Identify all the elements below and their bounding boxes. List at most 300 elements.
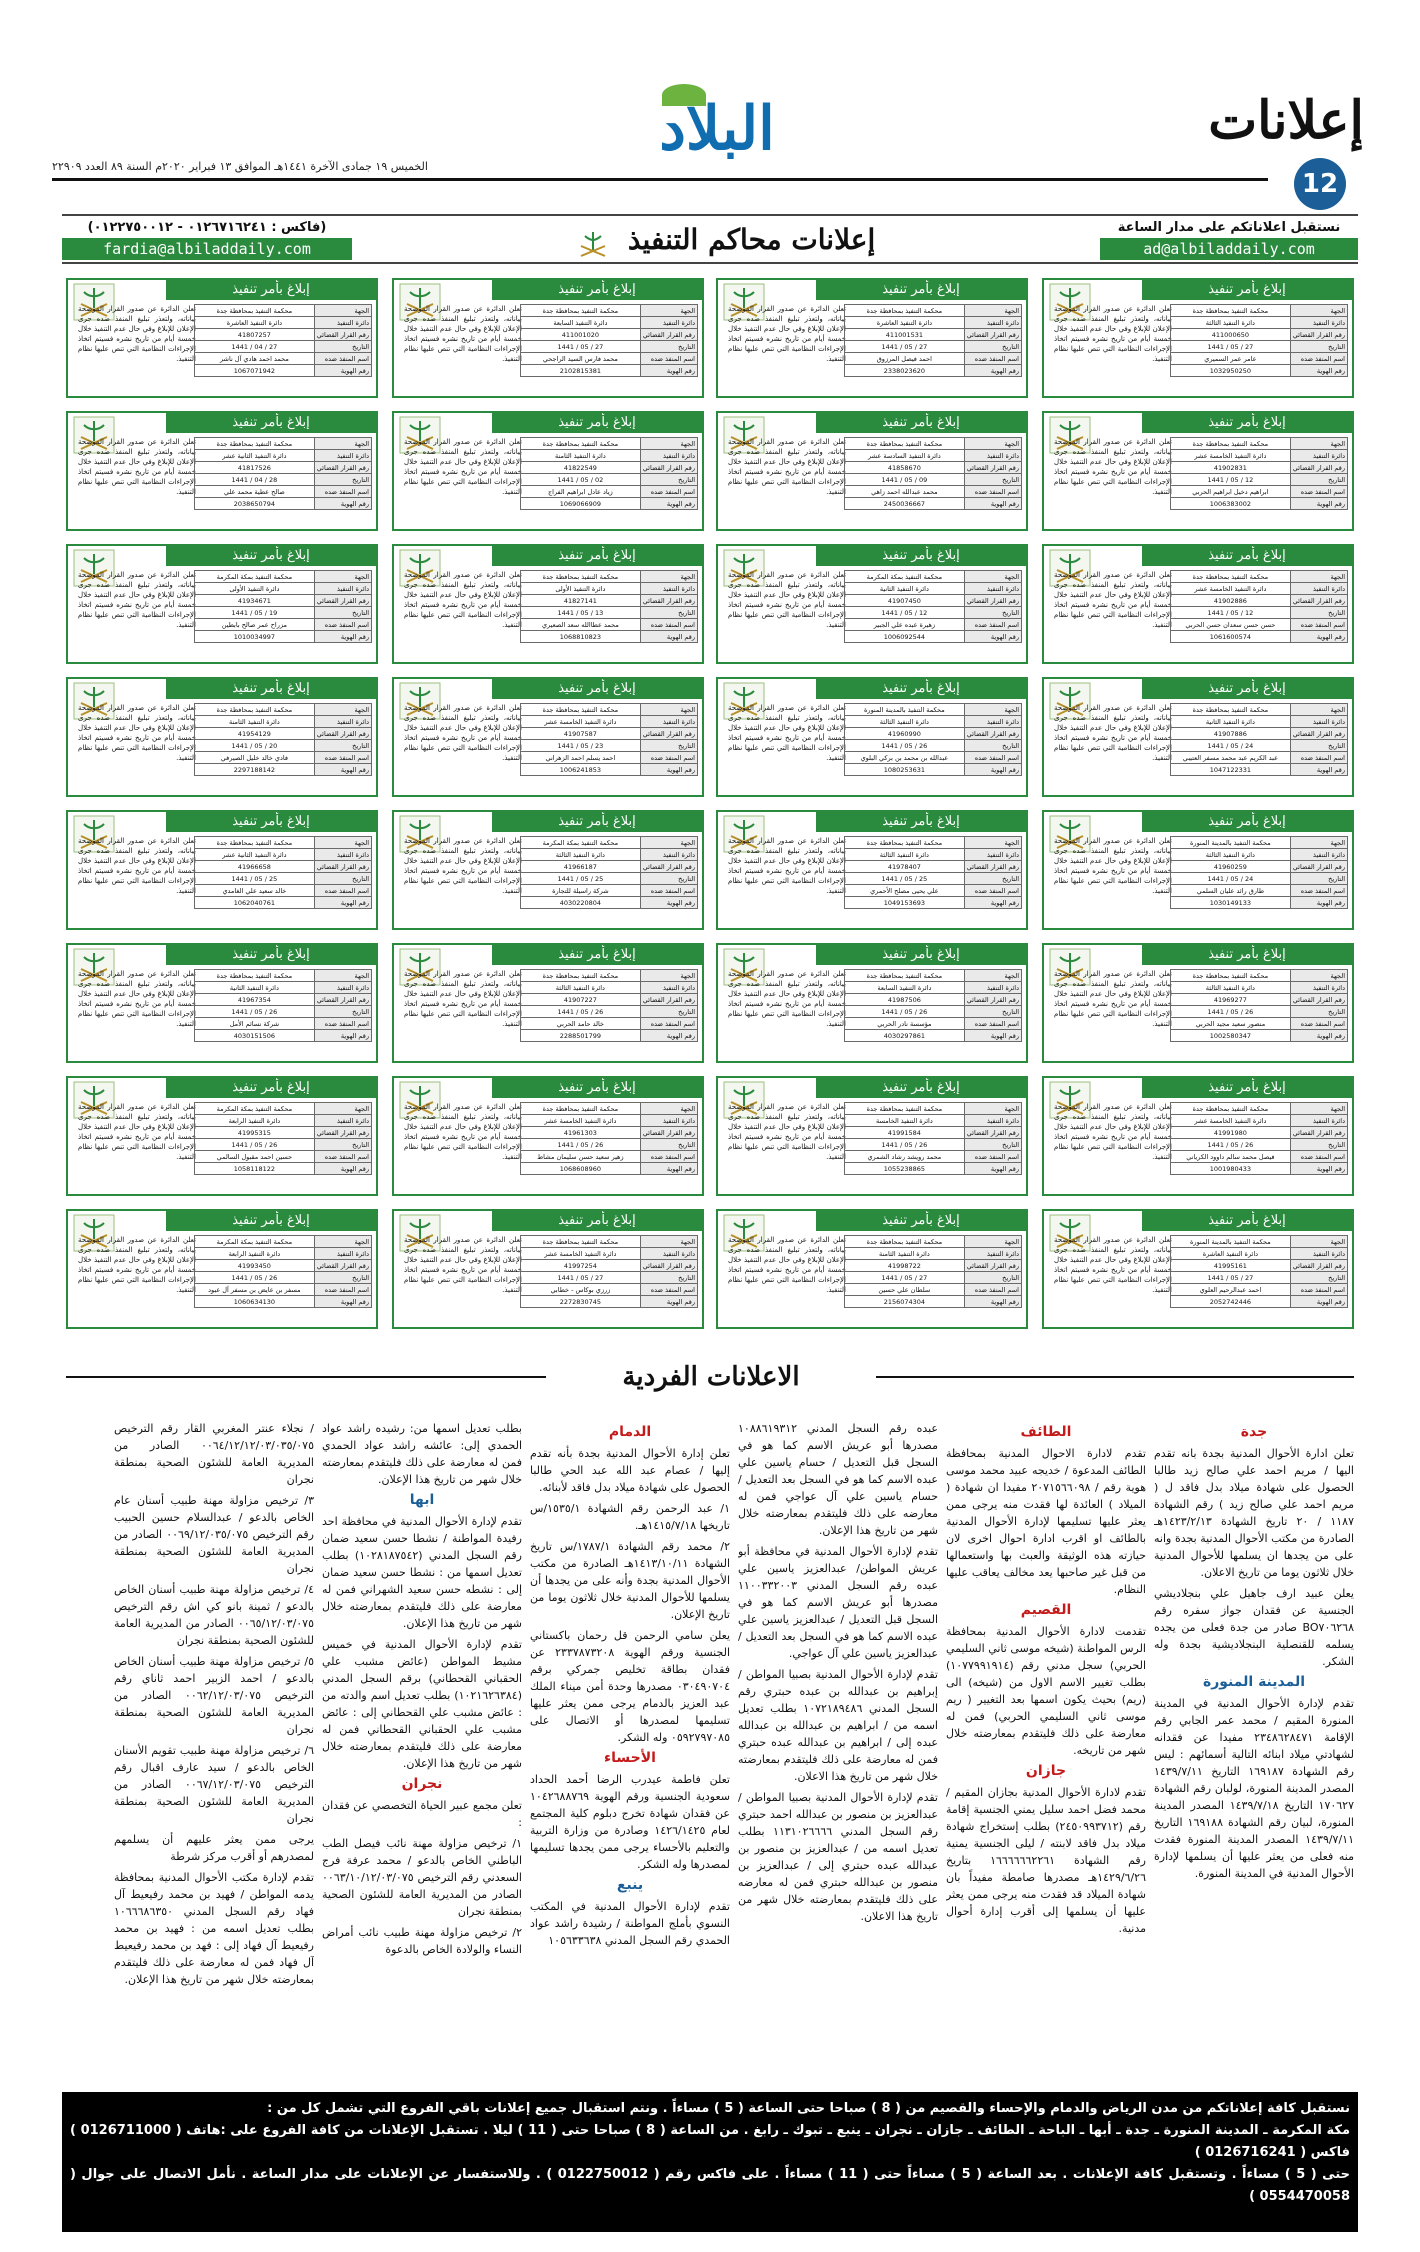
fax-numbers: (فاكس : ٠١٢٦٧١٦٢٤١ - ٠١٢٢٧٥٠٠١٢) bbox=[87, 220, 327, 235]
card-heading: إبلاغ بأمر تنفيذ bbox=[1142, 413, 1352, 433]
card-heading: إبلاغ بأمر تنفيذ bbox=[166, 546, 376, 566]
card-detail-row bbox=[1171, 764, 1348, 776]
card-detail-row bbox=[845, 607, 1022, 619]
newspaper-logo[interactable] bbox=[632, 84, 802, 170]
card-detail-value: محمد عطاالله سعد الصعيري bbox=[521, 619, 641, 631]
card-detail-value: دائرة التنفيذ الأولى bbox=[195, 583, 315, 595]
card-detail-value: محكمة التنفيذ بالمدينة المنورة bbox=[1171, 1236, 1291, 1248]
card-detail-label: اسم المنفذ ضده bbox=[1290, 752, 1347, 764]
card-detail-value: محكمة التنفيذ بمحافظة جدة bbox=[521, 305, 641, 317]
execution-notice-card[interactable] bbox=[392, 411, 704, 531]
execution-notice-card[interactable] bbox=[66, 411, 378, 531]
card-detail-value: 1032950250 bbox=[1171, 365, 1291, 377]
card-detail-label: رقم الهوية bbox=[640, 764, 697, 776]
card-detail-row bbox=[1171, 571, 1348, 583]
execution-notice-card[interactable] bbox=[1042, 943, 1354, 1063]
card-details-table bbox=[194, 304, 372, 377]
card-detail-value: 25 / 05 / 1441 bbox=[195, 873, 315, 885]
card-detail-label: رقم الهوية bbox=[1290, 365, 1347, 377]
card-detail-row bbox=[1171, 1151, 1348, 1163]
card-detail-value: حسين احمد مقبول السالمي bbox=[195, 1151, 315, 1163]
card-detail-row bbox=[195, 341, 372, 353]
card-detail-label: رقم القرار القضائي bbox=[1290, 728, 1347, 740]
execution-notice-card[interactable] bbox=[1042, 677, 1354, 797]
card-detail-value: 1068608960 bbox=[521, 1163, 641, 1175]
card-detail-label: رقم الهوية bbox=[964, 631, 1021, 643]
card-detail-value: محكمة التنفيذ بمحافظة جدة bbox=[195, 305, 315, 317]
card-detail-value: 26 / 05 / 1441 bbox=[845, 740, 965, 752]
card-heading: إبلاغ بأمر تنفيذ bbox=[1142, 280, 1352, 300]
card-detail-label: رقم القرار القضائي bbox=[964, 462, 1021, 474]
card-detail-label: دائرة التنفيذ bbox=[314, 1248, 371, 1260]
execution-notice-card[interactable] bbox=[1042, 278, 1354, 398]
execution-notice-card[interactable] bbox=[392, 278, 704, 398]
card-body-text: تعلن الدائرة عن صدور القرار الموضحة بياناته، ولتعذر تبليغ المنفذ ضده جرى الإعلان للإبلاغ وفي حال عدم التنفيذ خلال خمسة أيام من تاريخ نشره فسيتم اتخاذ الإجراءات النظامية التي تنص عليها نظام التنفيذ. bbox=[404, 571, 522, 629]
execution-notice-card[interactable] bbox=[716, 411, 1028, 531]
execution-notice-card[interactable] bbox=[392, 677, 704, 797]
card-detail-value: 12 / 05 / 1441 bbox=[1171, 474, 1291, 486]
card-detail-label: دائرة التنفيذ bbox=[640, 982, 697, 994]
card-detail-label: اسم المنفذ ضده bbox=[964, 353, 1021, 365]
header-rule bbox=[52, 178, 1268, 181]
footer-line: مكة المكرمة ـ المدينة المنورة ـ جدة ـ أبها ـ الباحة ـ الطائف ـ جازان ـ نجران ـ ينبع ـ تبوك ـ رابغ . من الساعة ( 8 ) صباحا حتى ( 11 ) ليلا . تستقبل الإعلانات من كافة الفروع على :هاتف ( 0126711000 ) فاكس ( 0126716241 ) bbox=[70, 2123, 1351, 2160]
card-detail-label: الجهة bbox=[314, 571, 371, 583]
card-detail-value: زرزي بوكاس - خطابي bbox=[521, 1284, 641, 1296]
classified-ad-item: تعلن إدارة الأحوال المدنية بجدة بأنه تقدم إليها / عصام عبد الله عبد الحي طالبا الحصول على شهادة ميلاد بدل فاقد لأبنائه. bbox=[530, 1447, 730, 1494]
card-detail-row bbox=[845, 1296, 1022, 1308]
footer-info-bar bbox=[62, 2092, 1358, 2232]
execution-notice-card[interactable] bbox=[66, 544, 378, 664]
card-detail-row bbox=[521, 1163, 698, 1175]
classified-ad-item: ٦/ ترخيص مزاولة مهنة طبيب تقويم الأسنان الخاص بالدعو / سيد عارف اقبال رقم الترخيص ٠٠٦٧/١٢/٠٣/٠٧٥ الصادر من المديرية العامة للشئون الصحية بمنطقة نجران bbox=[114, 1744, 314, 1825]
card-detail-value: 28 / 04 / 1441 bbox=[195, 474, 315, 486]
card-details-table bbox=[1170, 969, 1348, 1042]
classified-column bbox=[946, 1420, 1146, 2070]
card-detail-row bbox=[195, 607, 372, 619]
execution-notice-card[interactable] bbox=[716, 1209, 1028, 1329]
execution-notice-card[interactable] bbox=[1042, 810, 1354, 930]
card-body-text: تعلن الدائرة عن صدور القرار الموضحة بياناته، ولتعذر تبليغ المنفذ ضده جرى الإعلان للإبلاغ وفي حال عدم التنفيذ خلال خمسة أيام من تاريخ نشره فسيتم اتخاذ الإجراءات النظامية التي تنص عليها نظام التنفيذ. bbox=[78, 704, 196, 762]
card-detail-row bbox=[195, 365, 372, 377]
execution-notice-card[interactable] bbox=[1042, 1209, 1354, 1329]
card-detail-label: رقم القرار القضائي bbox=[640, 861, 697, 873]
card-detail-value: محمد رويشد رشاد الشمري bbox=[845, 1151, 965, 1163]
card-detail-label: اسم المنفذ ضده bbox=[1290, 1284, 1347, 1296]
card-detail-row bbox=[195, 1260, 372, 1272]
card-detail-value: حسن حسن سعدان حسن الحربي bbox=[1171, 619, 1291, 631]
card-detail-label: الجهة bbox=[1290, 305, 1347, 317]
card-detail-row bbox=[1171, 1006, 1348, 1018]
card-detail-row bbox=[521, 1248, 698, 1260]
card-detail-value: دائرة التنفيذ السادسة عشر bbox=[845, 450, 965, 462]
card-body-text: تعلن الدائرة عن صدور القرار الموضحة بياناته، ولتعذر تبليغ المنفذ ضده جرى الإعلان للإبلاغ وفي حال عدم التنفيذ خلال خمسة أيام من تاريخ نشره فسيتم اتخاذ الإجراءات النظامية التي تنص عليها نظام التنفيذ. bbox=[1054, 970, 1172, 1028]
card-detail-row bbox=[845, 1139, 1022, 1151]
card-detail-value: محكمة التنفيذ بمحافظة جدة bbox=[195, 837, 315, 849]
classified-ad-item: ٣/ ترخيص مزاولة مهنة طبيب أسنان عام الخاص بالدعو / عبدالسلام حسين الحبيب رقم الترخيص ٠٠٦٩/١٢/٠٣٥/٠٧٥ الصادر من المديرية العامة للشئون الصحية بمنطقة نجران bbox=[114, 1494, 314, 1575]
card-detail-label: رقم القرار القضائي bbox=[314, 595, 371, 607]
execution-notice-card[interactable] bbox=[392, 544, 704, 664]
card-detail-row bbox=[521, 1272, 698, 1284]
card-detail-label: رقم الهوية bbox=[640, 365, 697, 377]
card-detail-value: 41934671 bbox=[195, 595, 315, 607]
execution-notice-card[interactable] bbox=[66, 1076, 378, 1196]
card-detail-value: محكمة التنفيذ بمحافظة جدة bbox=[1171, 305, 1291, 317]
card-detail-label: اسم المنفذ ضده bbox=[1290, 486, 1347, 498]
card-detail-value: 27 / 05 / 1441 bbox=[845, 341, 965, 353]
card-detail-label: التاريخ bbox=[1290, 341, 1347, 353]
card-detail-row bbox=[195, 716, 372, 728]
card-detail-label: التاريخ bbox=[964, 1139, 1021, 1151]
card-detail-value: محكمة التنفيذ بمحافظة جدة bbox=[1171, 571, 1291, 583]
card-detail-label: اسم المنفذ ضده bbox=[964, 619, 1021, 631]
card-detail-value: 26 / 05 / 1441 bbox=[845, 1006, 965, 1018]
card-heading: إبلاغ بأمر تنفيذ bbox=[492, 546, 702, 566]
card-detail-row bbox=[1171, 1296, 1348, 1308]
card-detail-row bbox=[845, 752, 1022, 764]
card-detail-label: رقم القرار القضائي bbox=[314, 1127, 371, 1139]
card-detail-label: رقم الهوية bbox=[314, 897, 371, 909]
execution-notice-card[interactable] bbox=[66, 677, 378, 797]
card-detail-label: التاريخ bbox=[964, 474, 1021, 486]
card-heading: إبلاغ بأمر تنفيذ bbox=[816, 812, 1026, 832]
card-detail-value: دائرة التنفيذ الثالثة bbox=[1171, 317, 1291, 329]
card-body-text: تعلن الدائرة عن صدور القرار الموضحة بياناته، ولتعذر تبليغ المنفذ ضده جرى الإعلان للإبلاغ وفي حال عدم التنفيذ خلال خمسة أيام من تاريخ نشره فسيتم اتخاذ الإجراءات النظامية التي تنص عليها نظام التنفيذ. bbox=[1054, 704, 1172, 762]
card-detail-label: التاريخ bbox=[964, 740, 1021, 752]
card-detail-value: 1062040761 bbox=[195, 897, 315, 909]
execution-notice-card[interactable] bbox=[392, 1076, 704, 1196]
card-detail-row bbox=[1171, 1248, 1348, 1260]
card-detail-row bbox=[845, 1151, 1022, 1163]
card-detail-row bbox=[195, 1296, 372, 1308]
card-detail-label: دائرة التنفيذ bbox=[1290, 849, 1347, 861]
card-detail-row bbox=[1171, 728, 1348, 740]
card-detail-row bbox=[1171, 1030, 1348, 1042]
card-detail-label: دائرة التنفيذ bbox=[314, 450, 371, 462]
card-detail-label: رقم القرار القضائي bbox=[1290, 595, 1347, 607]
card-detail-label: دائرة التنفيذ bbox=[1290, 982, 1347, 994]
execution-notice-card[interactable] bbox=[716, 278, 1028, 398]
card-detail-value: 411001020 bbox=[521, 329, 641, 341]
card-detail-label: اسم المنفذ ضده bbox=[640, 1151, 697, 1163]
card-details-table bbox=[1170, 570, 1348, 643]
card-detail-value: محكمة التنفيذ بمحافظة جدة bbox=[845, 970, 965, 982]
card-detail-value: محكمة التنفيذ بمكة المكرمة bbox=[195, 571, 315, 583]
card-details-table bbox=[194, 703, 372, 776]
card-detail-label: رقم القرار القضائي bbox=[964, 329, 1021, 341]
card-detail-value: 09 / 05 / 1441 bbox=[845, 474, 965, 486]
card-detail-row bbox=[521, 1260, 698, 1272]
execution-notice-card[interactable] bbox=[716, 943, 1028, 1063]
card-detail-value: 41907886 bbox=[1171, 728, 1291, 740]
card-details-table bbox=[844, 836, 1022, 909]
card-detail-label: التاريخ bbox=[640, 474, 697, 486]
card-detail-row bbox=[521, 474, 698, 486]
card-detail-value: محكمة التنفيذ بمكة المكرمة bbox=[195, 1236, 315, 1248]
card-details-table bbox=[520, 1102, 698, 1175]
card-detail-row bbox=[845, 1103, 1022, 1115]
card-detail-value: فيصل محمد سالم داوود الكرياني bbox=[1171, 1151, 1291, 1163]
card-detail-label: رقم الهوية bbox=[640, 631, 697, 643]
card-detail-label: الجهة bbox=[640, 438, 697, 450]
card-detail-row bbox=[195, 849, 372, 861]
card-detail-label: رقم الهوية bbox=[640, 897, 697, 909]
card-detail-value: دائرة التنفيذ الثانية عشر bbox=[195, 450, 315, 462]
card-detail-value: محكمة التنفيذ بمحافظة جدة bbox=[1171, 704, 1291, 716]
execution-notice-card[interactable] bbox=[66, 943, 378, 1063]
card-detail-value: 41907587 bbox=[521, 728, 641, 740]
city-section-title: ينبع bbox=[616, 1877, 644, 1893]
card-detail-row bbox=[195, 1115, 372, 1127]
card-detail-row bbox=[195, 982, 372, 994]
card-heading: إبلاغ بأمر تنفيذ bbox=[166, 1078, 376, 1098]
card-detail-value: 1006092544 bbox=[845, 631, 965, 643]
card-detail-label: رقم الهوية bbox=[1290, 1163, 1347, 1175]
card-detail-label: اسم المنفذ ضده bbox=[314, 1151, 371, 1163]
card-detail-value: دائرة التنفيذ الخامسة عشر bbox=[521, 716, 641, 728]
card-detail-label: اسم المنفذ ضده bbox=[964, 1151, 1021, 1163]
classified-ad-item: تعلن ادارة الأحوال المدنية بجدة بانه تقدم اليها / مريم احمد علي صالح زيد طالبا الحصول على شهادة ميلاد بدل فاقد ل ( مريم احمد علي صالح زيد ) رقم الشهادة ١١٨٧ / ٢٠ تاريخ الشهادة ١٤٢٣/٢/١٣هـ الصادرة من مكتب الأحوال المدنية بجدة وانه على من يجدها ان يسلمها للأحوال المدنية خلال ثلاثون يوما من تاريخ الاعلان. bbox=[1154, 1447, 1354, 1579]
classified-column bbox=[322, 1420, 522, 2070]
card-detail-value: محكمة التنفيذ بمكة المكرمة bbox=[521, 837, 641, 849]
card-detail-row bbox=[1171, 353, 1348, 365]
card-detail-value: 1069066909 bbox=[521, 498, 641, 510]
card-detail-label: رقم الهوية bbox=[314, 764, 371, 776]
execution-notice-card[interactable] bbox=[66, 1209, 378, 1329]
execution-notice-card[interactable] bbox=[716, 810, 1028, 930]
card-detail-row bbox=[1171, 716, 1348, 728]
card-detail-row bbox=[845, 1030, 1022, 1042]
execution-notice-card[interactable] bbox=[1042, 1076, 1354, 1196]
card-detail-label: اسم المنفذ ضده bbox=[964, 1018, 1021, 1030]
execution-notice-card[interactable] bbox=[66, 810, 378, 930]
card-heading: إبلاغ بأمر تنفيذ bbox=[816, 1211, 1026, 1231]
card-detail-row bbox=[521, 341, 698, 353]
card-detail-row bbox=[195, 1139, 372, 1151]
card-detail-label: رقم القرار القضائي bbox=[964, 595, 1021, 607]
card-detail-row bbox=[1171, 462, 1348, 474]
card-detail-row bbox=[1171, 1139, 1348, 1151]
card-detail-value: 1006241853 bbox=[521, 764, 641, 776]
execution-notice-card[interactable] bbox=[392, 810, 704, 930]
card-detail-label: اسم المنفذ ضده bbox=[640, 752, 697, 764]
card-detail-label: التاريخ bbox=[1290, 873, 1347, 885]
execution-notice-card[interactable] bbox=[1042, 544, 1354, 664]
card-detail-value: دائرة التنفيذ الأولى bbox=[521, 583, 641, 595]
card-detail-label: الجهة bbox=[964, 704, 1021, 716]
card-detail-row bbox=[1171, 849, 1348, 861]
card-detail-label: رقم القرار القضائي bbox=[314, 329, 371, 341]
card-detail-row bbox=[1171, 1018, 1348, 1030]
card-detail-label: الجهة bbox=[314, 837, 371, 849]
card-detail-value: 1058118122 bbox=[195, 1163, 315, 1175]
card-detail-label: التاريخ bbox=[964, 1272, 1021, 1284]
card-body-text: تعلن الدائرة عن صدور القرار الموضحة بياناته، ولتعذر تبليغ المنفذ ضده جرى الإعلان للإبلاغ وفي حال عدم التنفيذ خلال خمسة أيام من تاريخ نشره فسيتم اتخاذ الإجراءات النظامية التي تنص عليها نظام التنفيذ. bbox=[404, 1103, 522, 1161]
card-detail-value: محكمة التنفيذ بمكة المكرمة bbox=[195, 1103, 315, 1115]
card-detail-value: 02 / 05 / 1441 bbox=[521, 474, 641, 486]
card-details-table bbox=[1170, 836, 1348, 909]
classified-ad-item: ١/ ترخيص مزاولة مهنة نائب فيصل الطب الباطني الخاص بالدعو / محمد عرفة فرج السعدني رقم الترخيص ٠٠٦٣/١٠/١٢/٠٣/٠٧٥ الصادر من المديرية العامة للشئون الصحية بمنطقة نجران bbox=[322, 1837, 522, 1918]
card-detail-value: 12 / 05 / 1441 bbox=[845, 607, 965, 619]
execution-notice-card[interactable] bbox=[66, 278, 378, 398]
card-detail-value: دائرة التنفيذ الثالثة bbox=[521, 982, 641, 994]
card-detail-value: دائرة التنفيذ الخامسة عشر bbox=[1171, 1115, 1291, 1127]
card-detail-row bbox=[195, 619, 372, 631]
card-detail-value: محكمة التنفيذ بمحافظة جدة bbox=[1171, 970, 1291, 982]
ad-email-link[interactable]: ad@albiladdaily.com bbox=[1100, 238, 1358, 260]
card-detail-row bbox=[845, 631, 1022, 643]
card-detail-value: 1001980433 bbox=[1171, 1163, 1291, 1175]
card-detail-row bbox=[195, 1236, 372, 1248]
card-heading: إبلاغ بأمر تنفيذ bbox=[492, 679, 702, 699]
card-detail-value: سلطان علي حسين bbox=[845, 1284, 965, 1296]
execution-notice-card[interactable] bbox=[392, 943, 704, 1063]
card-detail-row bbox=[845, 1248, 1022, 1260]
card-detail-row bbox=[195, 631, 372, 643]
card-detail-row bbox=[195, 1006, 372, 1018]
card-detail-value: 1067071942 bbox=[195, 365, 315, 377]
card-detail-label: رقم القرار القضائي bbox=[314, 861, 371, 873]
card-detail-row bbox=[1171, 498, 1348, 510]
page-number-badge: 12 bbox=[1294, 158, 1346, 210]
card-body-text: تعلن الدائرة عن صدور القرار الموضحة بياناته، ولتعذر تبليغ المنفذ ضده جرى الإعلان للإبلاغ وفي حال عدم التنفيذ خلال خمسة أيام من تاريخ نشره فسيتم اتخاذ الإجراءات النظامية التي تنص عليها نظام التنفيذ. bbox=[78, 438, 196, 496]
card-detail-label: التاريخ bbox=[1290, 474, 1347, 486]
card-detail-row bbox=[845, 329, 1022, 341]
card-detail-label: رقم القرار القضائي bbox=[640, 728, 697, 740]
card-detail-label: دائرة التنفيذ bbox=[640, 849, 697, 861]
card-detail-label: التاريخ bbox=[640, 1139, 697, 1151]
card-detail-row bbox=[195, 994, 372, 1006]
card-detail-row bbox=[1171, 994, 1348, 1006]
card-detail-label: التاريخ bbox=[1290, 1139, 1347, 1151]
card-detail-value: 2297188142 bbox=[195, 764, 315, 776]
card-detail-label: الجهة bbox=[1290, 571, 1347, 583]
card-detail-row bbox=[845, 341, 1022, 353]
card-detail-row bbox=[521, 619, 698, 631]
card-detail-label: رقم القرار القضائي bbox=[964, 861, 1021, 873]
card-detail-row bbox=[1171, 1103, 1348, 1115]
card-detail-label: دائرة التنفيذ bbox=[314, 982, 371, 994]
card-detail-value: 2156074304 bbox=[845, 1296, 965, 1308]
execution-notices-grid bbox=[66, 278, 1354, 1328]
execution-notice-card[interactable] bbox=[1042, 411, 1354, 531]
card-detail-label: رقم القرار القضائي bbox=[964, 1260, 1021, 1272]
card-detail-label: رقم القرار القضائي bbox=[1290, 994, 1347, 1006]
card-detail-value: 1049153693 bbox=[845, 897, 965, 909]
card-detail-label: رقم القرار القضائي bbox=[964, 728, 1021, 740]
card-detail-value: 41817526 bbox=[195, 462, 315, 474]
card-detail-row bbox=[195, 970, 372, 982]
card-detail-label: اسم المنفذ ضده bbox=[314, 353, 371, 365]
card-detail-label: اسم المنفذ ضده bbox=[314, 752, 371, 764]
card-detail-value: دائرة التنفيذ الرابعة bbox=[195, 1248, 315, 1260]
card-detail-label: اسم المنفذ ضده bbox=[314, 486, 371, 498]
card-detail-label: دائرة التنفيذ bbox=[1290, 317, 1347, 329]
card-body-text: تعلن الدائرة عن صدور القرار الموضحة بياناته، ولتعذر تبليغ المنفذ ضده جرى الإعلان للإبلاغ وفي حال عدم التنفيذ خلال خمسة أيام من تاريخ نشره فسيتم اتخاذ الإجراءات النظامية التي تنص عليها نظام التنفيذ. bbox=[78, 1103, 196, 1161]
card-heading: إبلاغ بأمر تنفيذ bbox=[816, 280, 1026, 300]
card-detail-row bbox=[845, 595, 1022, 607]
card-detail-label: اسم المنفذ ضده bbox=[640, 1018, 697, 1030]
card-details-table bbox=[520, 969, 698, 1042]
card-detail-value: 2102815381 bbox=[521, 365, 641, 377]
card-heading: إبلاغ بأمر تنفيذ bbox=[166, 1211, 376, 1231]
classified-column bbox=[114, 1420, 314, 2070]
card-detail-label: التاريخ bbox=[314, 1139, 371, 1151]
card-body-text: تعلن الدائرة عن صدور القرار الموضحة بياناته، ولتعذر تبليغ المنفذ ضده جرى الإعلان للإبلاغ وفي حال عدم التنفيذ خلال خمسة أيام من تاريخ نشره فسيتم اتخاذ الإجراءات النظامية التي تنص عليها نظام التنفيذ. bbox=[1054, 438, 1172, 496]
execution-notice-card[interactable] bbox=[392, 1209, 704, 1329]
card-heading: إبلاغ بأمر تنفيذ bbox=[166, 812, 376, 832]
card-detail-row bbox=[1171, 317, 1348, 329]
card-detail-label: الجهة bbox=[640, 305, 697, 317]
card-detail-value: 25 / 05 / 1441 bbox=[521, 873, 641, 885]
execution-notice-card[interactable] bbox=[716, 544, 1028, 664]
card-detail-label: دائرة التنفيذ bbox=[314, 317, 371, 329]
card-detail-value: محكمة التنفيذ بمحافظة جدة bbox=[195, 438, 315, 450]
card-detail-label: رقم الهوية bbox=[1290, 764, 1347, 776]
card-detail-value: صالح عطية محمد علي bbox=[195, 486, 315, 498]
card-detail-label: الجهة bbox=[964, 970, 1021, 982]
card-detail-value: 41995315 bbox=[195, 1127, 315, 1139]
card-detail-value: دائرة التنفيذ الخامسة bbox=[845, 1115, 965, 1127]
card-detail-label: دائرة التنفيذ bbox=[314, 849, 371, 861]
card-detail-value: 41822549 bbox=[521, 462, 641, 474]
card-detail-value: دائرة التنفيذ الثالثة bbox=[845, 716, 965, 728]
card-heading: إبلاغ بأمر تنفيذ bbox=[816, 679, 1026, 699]
card-detail-row bbox=[845, 764, 1022, 776]
card-detail-row bbox=[195, 1127, 372, 1139]
card-detail-value: 26 / 05 / 1441 bbox=[195, 1139, 315, 1151]
card-detail-label: دائرة التنفيذ bbox=[640, 716, 697, 728]
execution-notice-card[interactable] bbox=[716, 677, 1028, 797]
card-heading: إبلاغ بأمر تنفيذ bbox=[166, 413, 376, 433]
classified-column bbox=[1154, 1420, 1354, 2070]
card-detail-row bbox=[195, 317, 372, 329]
card-detail-value: دائرة التنفيذ الثانية bbox=[845, 583, 965, 595]
card-detail-row bbox=[521, 595, 698, 607]
card-detail-row bbox=[845, 486, 1022, 498]
saudi-emblem-icon bbox=[575, 230, 611, 260]
classified-ad-item: يعلن عبيد ارف جاهيل علي بنجلاديشي الجنسية عن فقدان جواز سفره رقم BO٧٠٦٢٦٨ صادر من جدة فعلى من يجده يسلمه للقنصلية البنجلاديشية بجدة وله الشكر. bbox=[1154, 1587, 1354, 1668]
card-details-table bbox=[520, 437, 698, 510]
card-heading: إبلاغ بأمر تنفيذ bbox=[492, 945, 702, 965]
card-detail-label: رقم القرار القضائي bbox=[964, 994, 1021, 1006]
card-detail-value: 41991584 bbox=[845, 1127, 965, 1139]
card-detail-label: رقم الهوية bbox=[314, 1163, 371, 1175]
card-body-text: تعلن الدائرة عن صدور القرار الموضحة بياناته، ولتعذر تبليغ المنفذ ضده جرى الإعلان للإبلاغ وفي حال عدم التنفيذ خلال خمسة أيام من تاريخ نشره فسيتم اتخاذ الإجراءات النظامية التي تنص عليها نظام التنفيذ. bbox=[728, 438, 846, 496]
card-detail-value: 41827141 bbox=[521, 595, 641, 607]
card-heading: إبلاغ بأمر تنفيذ bbox=[166, 945, 376, 965]
contact-right bbox=[1100, 218, 1358, 260]
card-detail-label: التاريخ bbox=[1290, 740, 1347, 752]
card-detail-row bbox=[195, 885, 372, 897]
execution-notice-card[interactable] bbox=[716, 1076, 1028, 1196]
city-section-title: المدينة المنورة bbox=[1202, 1674, 1306, 1690]
card-detail-row bbox=[845, 305, 1022, 317]
card-detail-label: اسم المنفذ ضده bbox=[640, 353, 697, 365]
card-detail-label: رقم القرار القضائي bbox=[314, 1260, 371, 1272]
card-detail-value: دائرة التنفيذ السابعة bbox=[521, 317, 641, 329]
card-detail-row bbox=[845, 994, 1022, 1006]
card-detail-value: محكمة التنفيذ بمحافظة جدة bbox=[195, 970, 315, 982]
classified-ad-item: تقدم لإدارة مكتب الأحوال المدنية بمحافظة يدمه المواطن / فهيد بن محمد رفيعيط آل فهاد رقم السجل المدني ١٠٦٦٦٨٦٣٥٠ بطلب تعديل اسمه من : فهيد بن محمد رفيعيط آل فهاد إلى : فهد بن محمد رفيعيط آل فهاد فمن له معارضة على ذلك فليتقدم بمعارضته خلال شهر من تاريخ هذا الإعلان. bbox=[114, 1871, 314, 1986]
classified-ad-item: تقدم لإدارة الأحوال المدنية في المدينة المنورة المقيم / محمد عمر الجابي رقم الإقامة ٢٣٤٨٦٢٨٤٧١ مفيدا عن فقدانه لشهادتي ميلاد ابنائه التالية أسمائهم : ليس رقم الشهادة ١٦٩١٨٧ التاريخ ١٤٣٩/٧/١١ المصدر المدينة المنورة، لولبان رقم الشهادة ١٧٠٦٢٧ التاريخ ١٤٣٩/٧/١٨ المصدر المدينة المنورة، لبيان رقم الشهادة ١٦٩١٨٨ التاريخ ١٤٣٩/٧/١١ المصدر المدينة المنورة فقدت منه فعلى من يعثر عليها أن يسلمها لإدارة الأحوال المدنية في المدينة المنورة. bbox=[1154, 1697, 1354, 1880]
card-details-table bbox=[520, 304, 698, 377]
card-detail-value: محكمة التنفيذ بمحافظة جدة bbox=[195, 704, 315, 716]
classified-ad-item: تقدم لإدارة الأحوال المدنية في خميس مشيط المواطن (عائض مشبب علي الحقباني القحطاني) برقم السجل المدني (١٠٢١٦٢٦٣٨٤) بطلب تعديل اسم والدته من : عائض مشبب علي القحطاني إلى : عائض مشبب علي الحقباني القحطاني فمن له معارضة على ذلك فليتقدم بمعارضته خلال شهر من تاريخ هذا الإعلان. bbox=[322, 1638, 522, 1770]
card-body-text: تعلن الدائرة عن صدور القرار الموضحة بياناته، ولتعذر تبليغ المنفذ ضده جرى الإعلان للإبلاغ وفي حال عدم التنفيذ خلال خمسة أيام من تاريخ نشره فسيتم اتخاذ الإجراءات النظامية التي تنص عليها نظام التنفيذ. bbox=[728, 571, 846, 629]
card-detail-value: محكمة التنفيذ بمحافظة جدة bbox=[845, 1103, 965, 1115]
fardia-email-link[interactable]: fardia@albiladdaily.com bbox=[62, 238, 352, 260]
section-title: إعلانات bbox=[1208, 90, 1364, 151]
